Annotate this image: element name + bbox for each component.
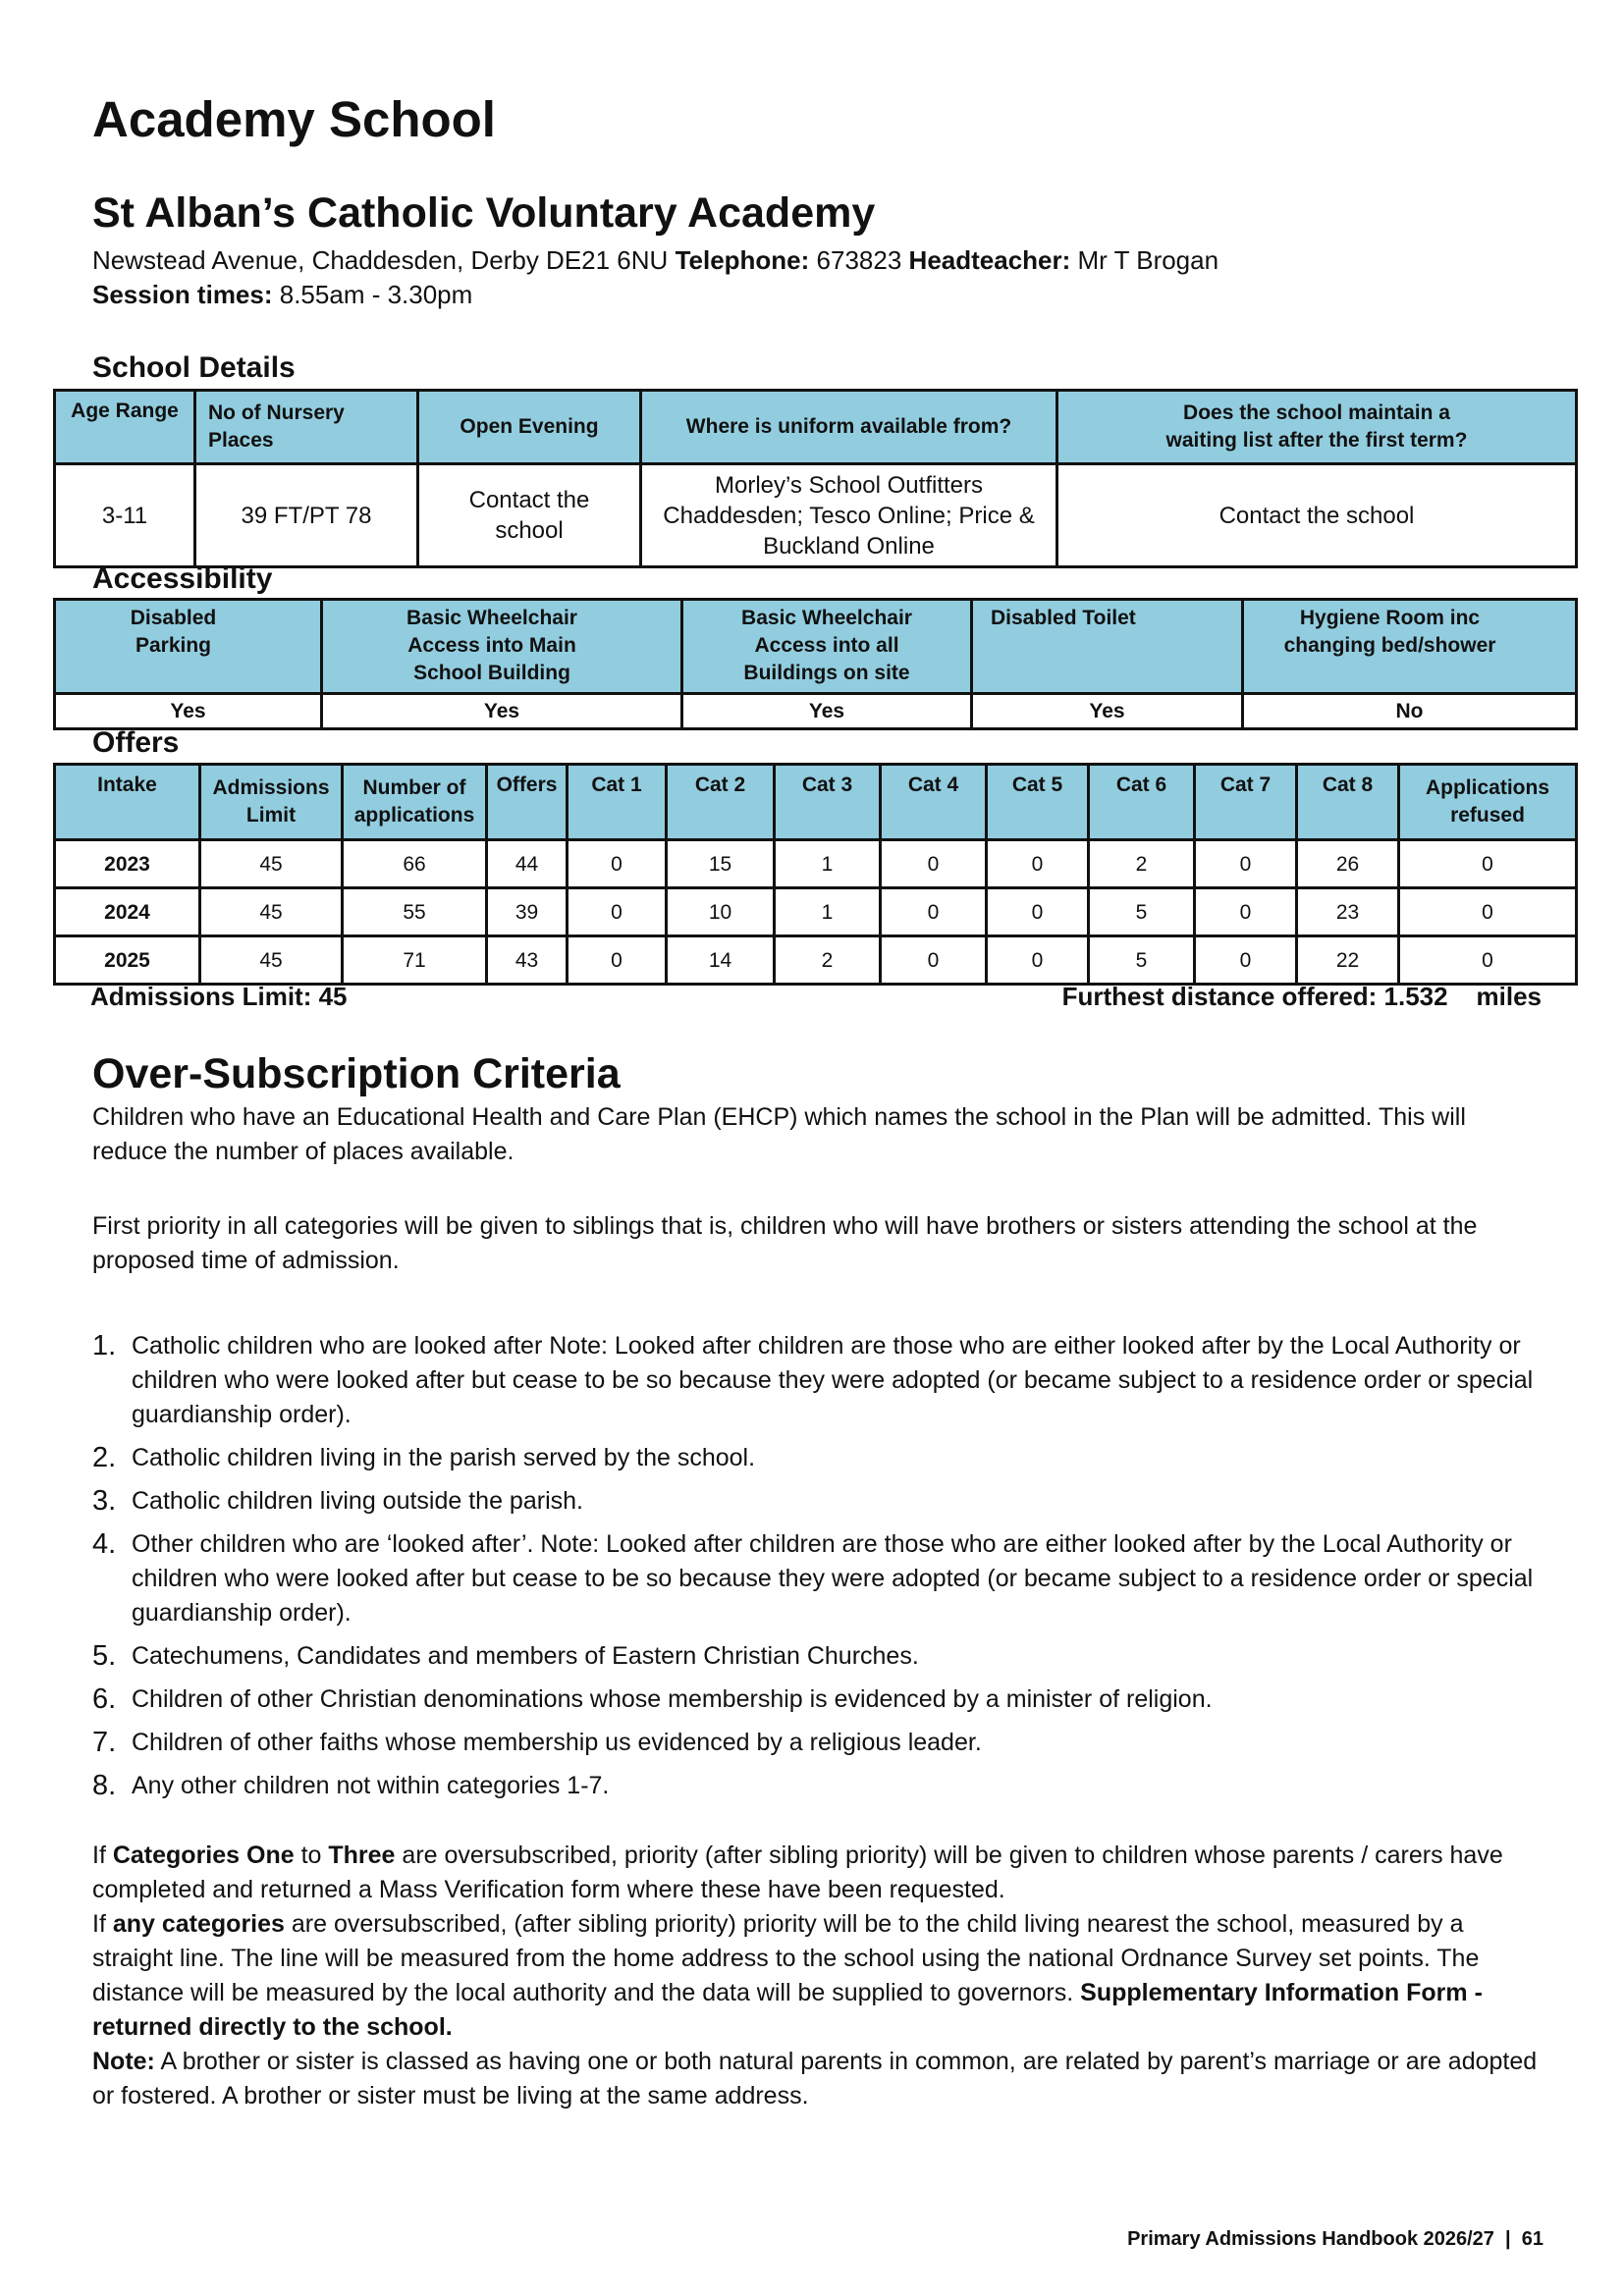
telephone-value: 673823 bbox=[816, 245, 902, 275]
offers-cell: 0 bbox=[1399, 840, 1577, 888]
header-applications: Number of applications bbox=[343, 765, 487, 840]
criteria-text: Catholic children living in the parish served by the school. bbox=[132, 1444, 756, 1471]
offers-cell: 66 bbox=[343, 840, 487, 888]
offers-cell: 10 bbox=[667, 888, 775, 936]
header-waiting-list: Does the school maintain a waiting list after the first term? bbox=[1057, 391, 1577, 464]
offers-cell: 5 bbox=[1089, 888, 1195, 936]
offers-row-2024 bbox=[55, 888, 1577, 936]
school-details-table bbox=[53, 389, 1578, 568]
offers-cell: 0 bbox=[987, 840, 1089, 888]
value-age-range: 3-11 bbox=[55, 464, 195, 567]
offers-cell: 71 bbox=[343, 936, 487, 985]
furthest-distance-summary: Furthest distance offered: 1.532 miles bbox=[1061, 982, 1542, 1011]
offers-cell: 2024 bbox=[55, 888, 200, 936]
header-applications-refused: Applications refused bbox=[1399, 765, 1577, 840]
criteria-text: Other children who are ‘looked after’. Note: Looked after children are those who are either looked after by the Local Authority or children who were looked after but cease to be so because they were adopted (or became subject to a residence order or special guardianship order). bbox=[132, 1530, 1534, 1627]
header-cat-1: Cat 1 bbox=[568, 765, 667, 840]
session-label: Session times: bbox=[92, 280, 273, 309]
value-disabled-parking: Yes bbox=[55, 694, 322, 729]
offers-cell: 0 bbox=[987, 888, 1089, 936]
offers-row-2023 bbox=[55, 840, 1577, 888]
offers-cell: 15 bbox=[667, 840, 775, 888]
closing-text: to bbox=[294, 1842, 329, 1869]
offers-cell: 0 bbox=[1195, 888, 1297, 936]
header-disabled-parking: Disabled Parking bbox=[55, 600, 322, 694]
offers-cell: 0 bbox=[1195, 936, 1297, 985]
school-contact-line bbox=[92, 243, 1218, 277]
value-waiting-list: Contact the school bbox=[1057, 464, 1577, 567]
admissions-limit-summary: Admissions Limit: 45 bbox=[90, 982, 348, 1011]
offers-cell: 0 bbox=[881, 840, 987, 888]
criteria-item bbox=[92, 1441, 1545, 1475]
criteria-item bbox=[92, 1527, 1545, 1630]
criteria-text: Catholic children who are looked after Note: Looked after children are those who are either looked after by the Local Authority or children who were looked after but cease to be so because they were adopted (or became subject to a residence order or special guardianship order). bbox=[132, 1332, 1534, 1428]
offers-cell: 1 bbox=[775, 840, 881, 888]
header-cat-8: Cat 8 bbox=[1297, 765, 1399, 840]
closing-bold: any categories bbox=[112, 1910, 285, 1938]
page-title: Academy School bbox=[92, 91, 496, 147]
criteria-number: 8. bbox=[92, 1770, 117, 1801]
offers-cell: 0 bbox=[568, 888, 667, 936]
criteria-text: Any other children not within categories 1-7. bbox=[132, 1772, 610, 1799]
criteria-intro-ehcp: Children who have an Educational Health and Care Plan (EHCP) which names the school in the Plan will be admitted. This will reduce the number of places available. bbox=[92, 1103, 1466, 1165]
offers-cell: 23 bbox=[1297, 888, 1399, 936]
criteria-list bbox=[92, 1329, 1545, 1812]
criteria-text: Catechumens, Candidates and members of Eastern Christian Churches. bbox=[132, 1642, 919, 1670]
criteria-number: 4. bbox=[92, 1528, 117, 1560]
offers-cell: 55 bbox=[343, 888, 487, 936]
value-hygiene-room: No bbox=[1243, 694, 1577, 729]
offers-cell: 43 bbox=[487, 936, 568, 985]
header-hygiene-room: Hygiene Room inc changing bed/shower bbox=[1243, 600, 1577, 694]
offers-cell: 14 bbox=[667, 936, 775, 985]
offers-cell: 0 bbox=[881, 936, 987, 985]
offers-cell: 44 bbox=[487, 840, 568, 888]
accessibility-value-row bbox=[55, 694, 1577, 729]
header-wheelchair-main: Basic Wheelchair Access into Main School Building bbox=[322, 600, 682, 694]
offers-cell: 0 bbox=[1399, 888, 1577, 936]
offers-header-row bbox=[55, 765, 1577, 840]
criteria-item bbox=[92, 1726, 1545, 1760]
accessibility-header-row bbox=[55, 600, 1577, 694]
telephone-label: Telephone: bbox=[675, 245, 810, 275]
header-cat-4: Cat 4 bbox=[881, 765, 987, 840]
header-admissions-limit: Admissions Limit bbox=[200, 765, 343, 840]
offers-cell: 0 bbox=[881, 888, 987, 936]
school-details-header-row bbox=[55, 391, 1577, 464]
criteria-number: 7. bbox=[92, 1727, 117, 1758]
closing-text: are oversubscribed, priority (after sibling priority) will be given to children whose parents / carers have completed and returned a Mass Verification form where these have been requested. bbox=[92, 1842, 1503, 1903]
offers-label: Offers bbox=[92, 726, 180, 759]
offers-cell: 45 bbox=[200, 888, 343, 936]
criteria-closing-mass-verification bbox=[92, 1839, 1545, 1907]
value-uniform: Morley’s School Outfitters Chaddesden; Tesco Online; Price & Buckland Online bbox=[641, 464, 1057, 567]
value-nursery-places: 39 FT/PT 78 bbox=[195, 464, 418, 567]
offers-cell: 0 bbox=[1195, 840, 1297, 888]
criteria-text: Catholic children living outside the parish. bbox=[132, 1487, 583, 1515]
closing-bold: Supplementary Information Form - returned directly to the school. bbox=[92, 1979, 1483, 2041]
school-name: St Alban’s Catholic Voluntary Academy bbox=[92, 189, 876, 237]
offers-cell: 2025 bbox=[55, 936, 200, 985]
closing-bold: Note: bbox=[92, 2048, 155, 2075]
criteria-closing-note bbox=[92, 2045, 1545, 2113]
offers-cell: 0 bbox=[568, 840, 667, 888]
header-offers: Offers bbox=[487, 765, 568, 840]
header-wheelchair-all: Basic Wheelchair Access into all Buildings on site bbox=[682, 600, 972, 694]
header-age-range: Age Range bbox=[55, 391, 195, 464]
offers-cell: 2 bbox=[1089, 840, 1195, 888]
offers-cell: 22 bbox=[1297, 936, 1399, 985]
criteria-item bbox=[92, 1639, 1545, 1674]
offers-cell: 5 bbox=[1089, 936, 1195, 985]
offers-cell: 26 bbox=[1297, 840, 1399, 888]
offers-cell: 45 bbox=[200, 840, 343, 888]
criteria-text: Children of other Christian denominations whose membership is evidenced by a minister of religion. bbox=[132, 1685, 1213, 1713]
headteacher-value: Mr T Brogan bbox=[1077, 245, 1219, 275]
offers-cell: 2 bbox=[775, 936, 881, 985]
header-cat-2: Cat 2 bbox=[667, 765, 775, 840]
offers-cell: 39 bbox=[487, 888, 568, 936]
closing-text: A brother or sister is classed as having one or both natural parents in common, are related by parent’s marriage or are adopted or fostered. A brother or sister must be living at the same address. bbox=[92, 2048, 1538, 2109]
header-cat-7: Cat 7 bbox=[1195, 765, 1297, 840]
offers-table bbox=[53, 763, 1578, 986]
session-value: 8.55am - 3.30pm bbox=[279, 280, 473, 309]
closing-text: are oversubscribed, (after sibling priority) priority will be to the child living nearest the school, measured by a straight line. The line will be measured from the home address to the school using the national Ordnance Survey set points. The distance will be measured by the local authority and the data will be supplied to governors. bbox=[92, 1910, 1480, 2006]
offers-cell: 0 bbox=[1399, 936, 1577, 985]
offers-cell: 1 bbox=[775, 888, 881, 936]
offers-cell: 0 bbox=[987, 936, 1089, 985]
headteacher-label: Headteacher: bbox=[908, 245, 1071, 275]
value-wheelchair-all: Yes bbox=[682, 694, 972, 729]
closing-text: If bbox=[92, 1910, 113, 1938]
header-open-evening: Open Evening bbox=[418, 391, 641, 464]
closing-bold: Three bbox=[328, 1842, 396, 1869]
criteria-item bbox=[92, 1769, 1545, 1803]
closing-text: If bbox=[92, 1842, 113, 1869]
page-footer: Primary Admissions Handbook 2026/27 | 61 bbox=[1127, 2228, 1543, 2250]
criteria-number: 2. bbox=[92, 1442, 117, 1473]
header-disabled-toilet: Disabled Toilet bbox=[972, 600, 1243, 694]
criteria-number: 1. bbox=[92, 1330, 117, 1362]
criteria-closing-distance bbox=[92, 1907, 1545, 2045]
criteria-text: Children of other faiths whose membership us evidenced by a religious leader. bbox=[132, 1729, 982, 1756]
criteria-item bbox=[92, 1329, 1545, 1432]
accessibility-label: Accessibility bbox=[92, 562, 273, 595]
value-wheelchair-main: Yes bbox=[322, 694, 682, 729]
offers-cell: 0 bbox=[568, 936, 667, 985]
header-cat-3: Cat 3 bbox=[775, 765, 881, 840]
offers-cell: 2023 bbox=[55, 840, 200, 888]
school-details-value-row bbox=[55, 464, 1577, 567]
value-open-evening: Contact the school bbox=[418, 464, 641, 567]
header-nursery-places: No of Nursery Places bbox=[195, 391, 418, 464]
header-cat-6: Cat 6 bbox=[1089, 765, 1195, 840]
criteria-intro-siblings: First priority in all categories will be given to siblings that is, children who will have brothers or sisters attending the school at the proposed time of admission. bbox=[92, 1212, 1478, 1274]
criteria-number: 3. bbox=[92, 1485, 117, 1517]
header-uniform: Where is uniform available from? bbox=[641, 391, 1057, 464]
session-line bbox=[92, 278, 472, 311]
value-disabled-toilet: Yes bbox=[972, 694, 1243, 729]
criteria-item bbox=[92, 1682, 1545, 1717]
header-intake: Intake bbox=[55, 765, 200, 840]
offers-cell: 45 bbox=[200, 936, 343, 985]
school-details-label: School Details bbox=[92, 351, 296, 384]
criteria-heading: Over-Subscription Criteria bbox=[92, 1050, 621, 1097]
criteria-number: 5. bbox=[92, 1640, 117, 1672]
school-address: Newstead Avenue, Chaddesden, Derby DE21 6NU bbox=[92, 245, 669, 275]
criteria-number: 6. bbox=[92, 1683, 117, 1715]
header-cat-5: Cat 5 bbox=[987, 765, 1089, 840]
closing-bold: Categories One bbox=[112, 1842, 295, 1869]
accessibility-table bbox=[53, 598, 1578, 730]
criteria-item bbox=[92, 1484, 1545, 1519]
offers-row-2025 bbox=[55, 936, 1577, 985]
